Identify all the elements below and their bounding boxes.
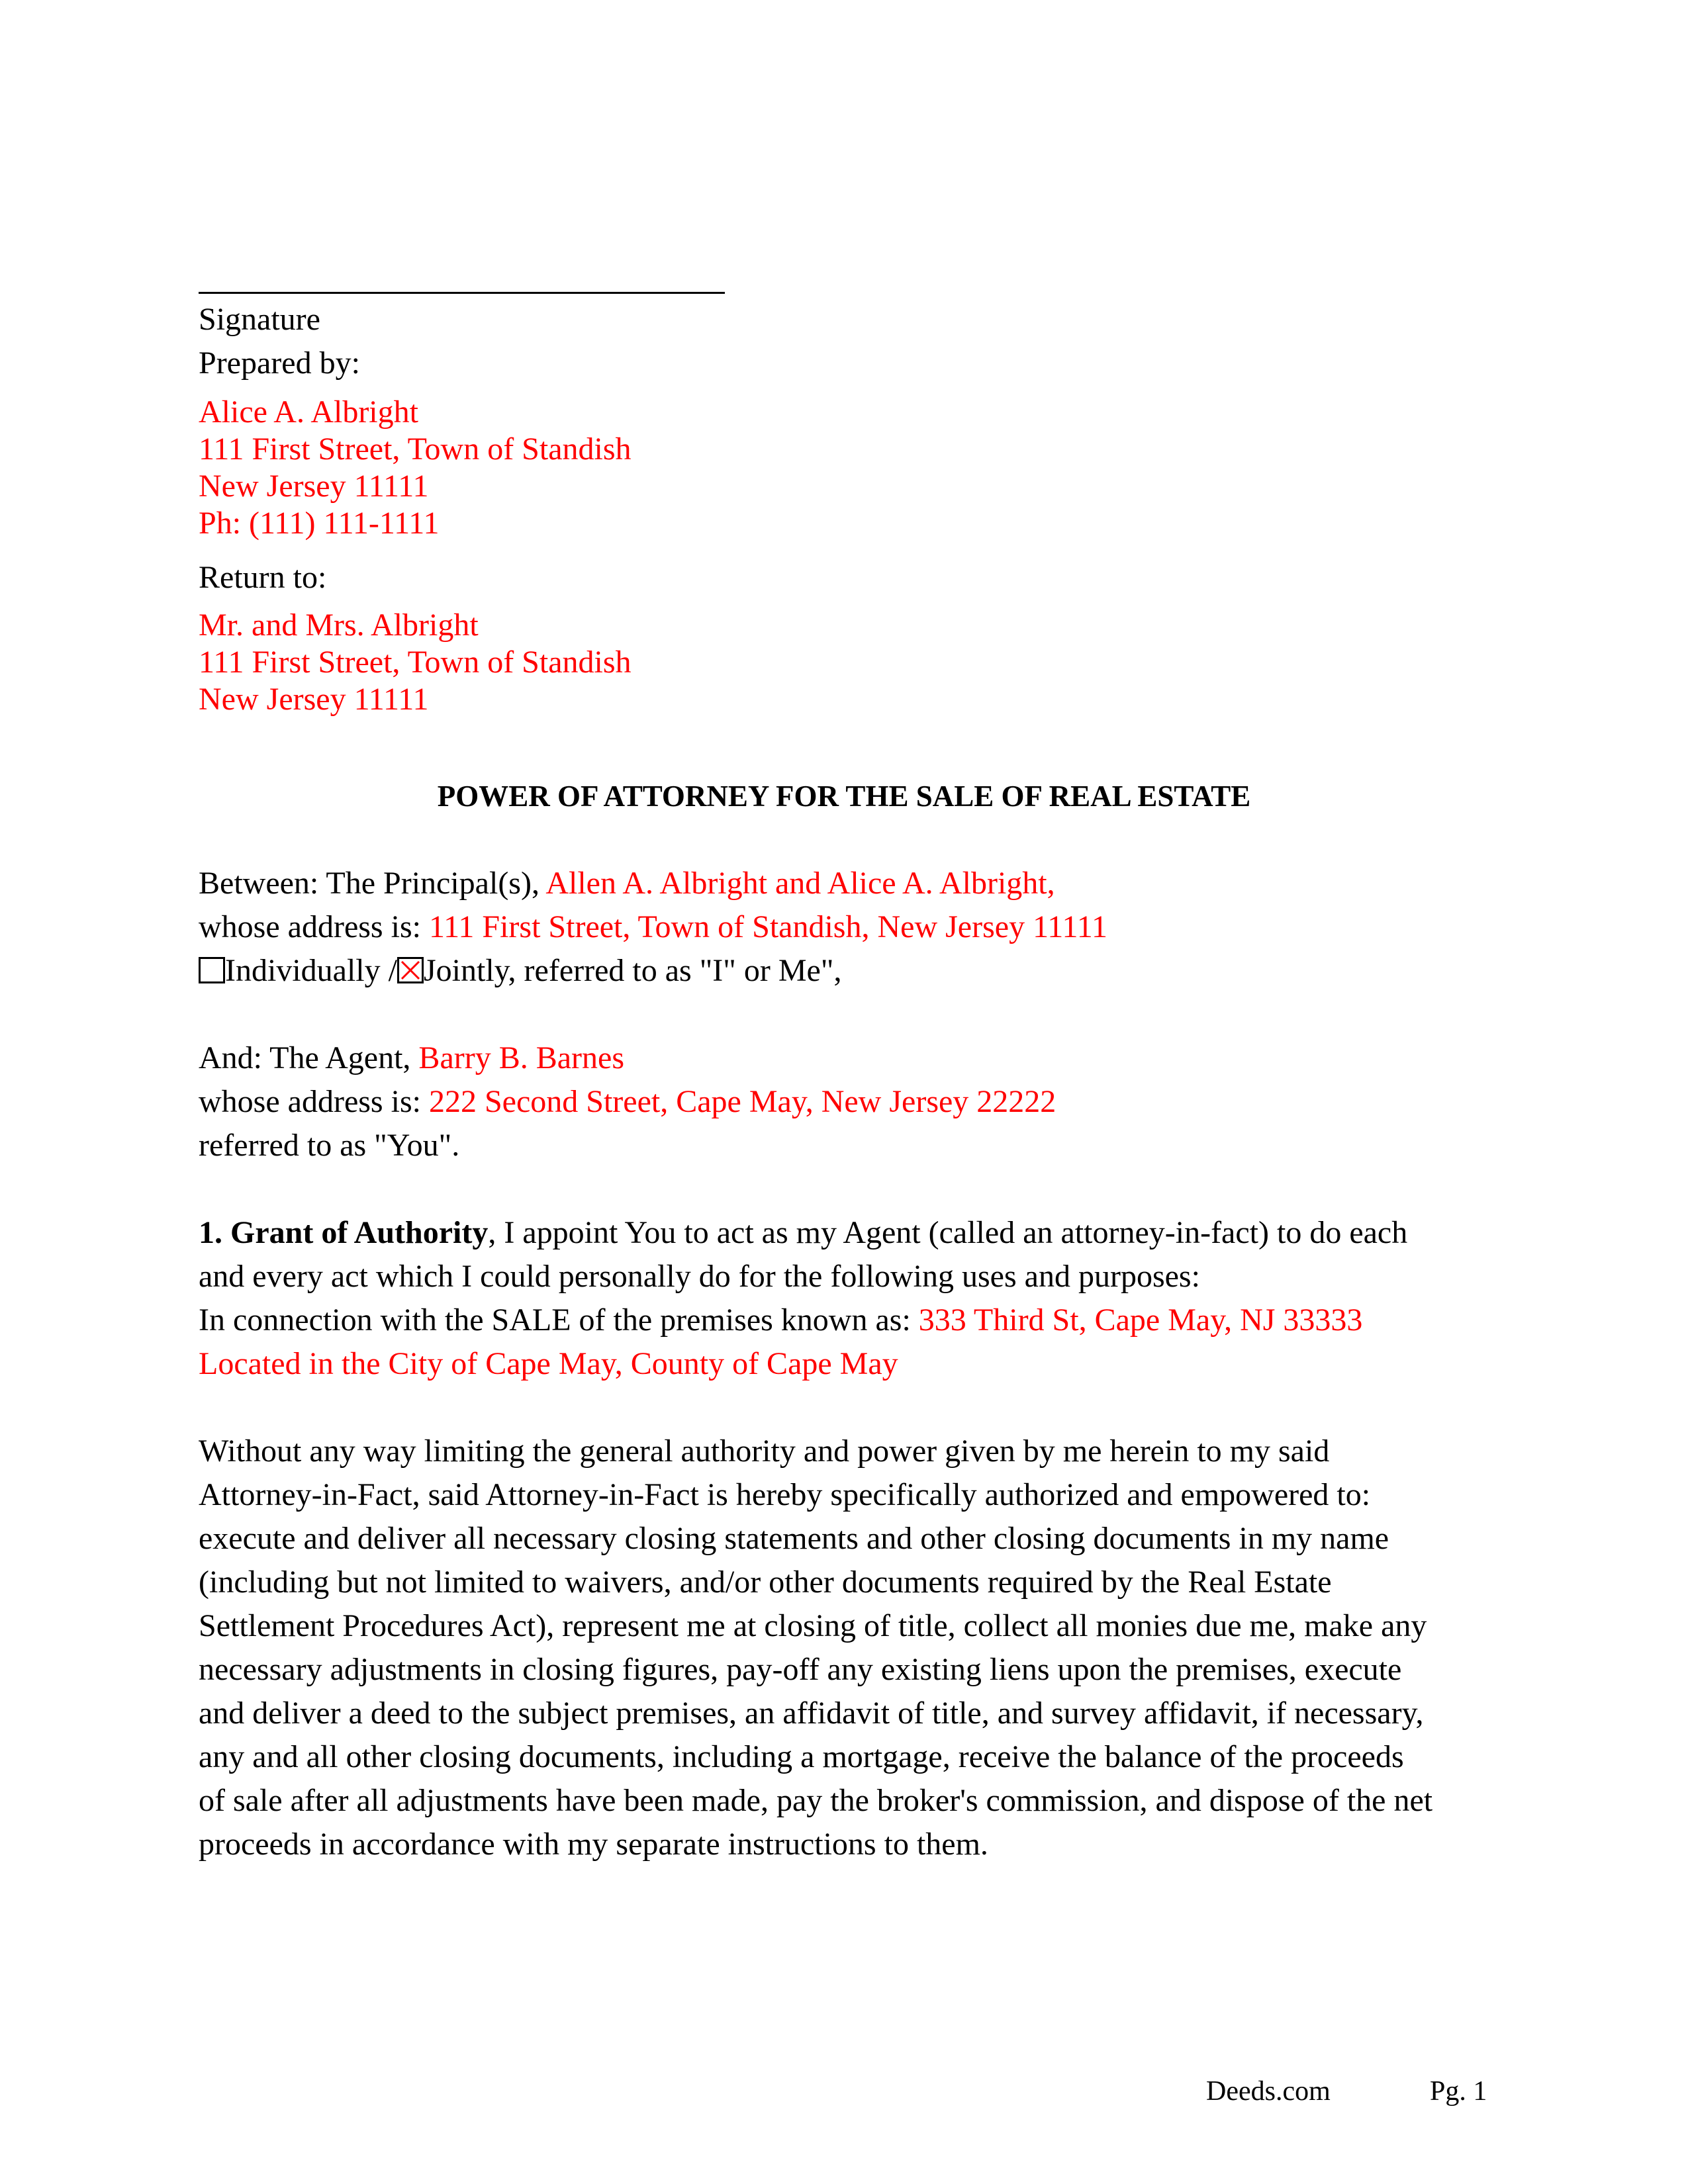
grant-heading: 1. Grant of Authority [199, 1215, 489, 1250]
signature-line [199, 292, 725, 294]
prepared-by-label: Prepared by: [199, 345, 360, 381]
premises-location: Located in the City of Cape May, County of Cape May [199, 1346, 898, 1381]
agent-name: Barry B. Barnes [418, 1040, 625, 1075]
return-to-name: Mr. and Mrs. Albright [199, 608, 479, 643]
body-line: and deliver a deed to the subject premises, an affidavit of title, and survey affidavit, if necessary, [199, 1696, 1424, 1731]
grant-line-2: and every act which I could personally do for the following uses and purposes: [199, 1259, 1200, 1294]
footer-page-number: Pg. 1 [1430, 2076, 1487, 2107]
footer-site: Deeds.com [1206, 2076, 1331, 2107]
individually-label: Individually / [225, 953, 397, 988]
between-label: Between: The Principal(s), [199, 866, 546, 901]
return-to-state-zip: New Jersey 11111 [199, 682, 429, 717]
capacity-line [199, 949, 841, 993]
grant-line-1-text: , I appoint You to act as my Agent (called an attorney-in-fact) to do each [488, 1215, 1408, 1250]
principal-names: Allen A. Albright and Alice A. Albright, [545, 866, 1055, 901]
preparer-phone: Ph: (111) 111-1111 [199, 506, 440, 541]
agent-address: 222 Second Street, Cape May, New Jersey 22222 [428, 1084, 1056, 1119]
return-to-street: 111 First Street, Town of Standish [199, 645, 632, 680]
body-line: Settlement Procedures Act), represent me at closing of title, collect all monies due me, make any [199, 1608, 1427, 1643]
principal-address-line [199, 905, 1107, 949]
signature-label: Signature [199, 302, 320, 337]
principal-line [199, 862, 1055, 905]
body-line: Without any way limiting the general authority and power given by me herein to my said [199, 1433, 1330, 1469]
individually-checkbox[interactable] [199, 957, 225, 983]
body-line: of sale after all adjustments have been made, pay the broker's commission, and dispose of the net [199, 1783, 1433, 1818]
grant-line-1 [199, 1211, 1407, 1255]
agent-line [199, 1036, 624, 1080]
agent-label: And: The Agent, [199, 1040, 419, 1075]
preparer-name: Alice A. Albright [199, 394, 418, 430]
body-line: any and all other closing documents, including a mortgage, receive the balance of the proceeds [199, 1739, 1404, 1774]
agent-address-label: whose address is: [199, 1084, 429, 1119]
checkbox-x-icon [399, 959, 422, 981]
body-line: proceeds in accordance with my separate instructions to them. [199, 1827, 988, 1862]
jointly-checkbox[interactable] [397, 957, 424, 983]
body-line: Attorney-in-Fact, said Attorney-in-Fact is hereby specifically authorized and empowered to: [199, 1477, 1371, 1512]
preparer-state-zip: New Jersey 11111 [199, 469, 429, 504]
premises-line [199, 1298, 1362, 1342]
principal-address-label: whose address is: [199, 909, 429, 944]
premises-label: In connection with the SALE of the premises known as: [199, 1302, 919, 1338]
agent-referred-line: referred to as "You". [199, 1128, 460, 1163]
return-to-label: Return to: [199, 560, 327, 595]
document-title: POWER OF ATTORNEY FOR THE SALE OF REAL ESTATE [437, 780, 1251, 813]
premises-address: 333 Third St, Cape May, NJ 33333 [918, 1302, 1363, 1338]
agent-address-line [199, 1080, 1056, 1124]
body-line: execute and deliver all necessary closing statements and other closing documents in my name [199, 1521, 1389, 1556]
principal-address: 111 First Street, Town of Standish, New Jersey 11111 [428, 909, 1107, 944]
jointly-label: Jointly, referred to as "I" or Me", [423, 953, 842, 988]
preparer-street: 111 First Street, Town of Standish [199, 432, 632, 467]
body-line: (including but not limited to waivers, and/or other documents required by the Real Estate [199, 1565, 1332, 1600]
body-line: necessary adjustments in closing figures, pay-off any existing liens upon the premises, execute [199, 1652, 1402, 1687]
